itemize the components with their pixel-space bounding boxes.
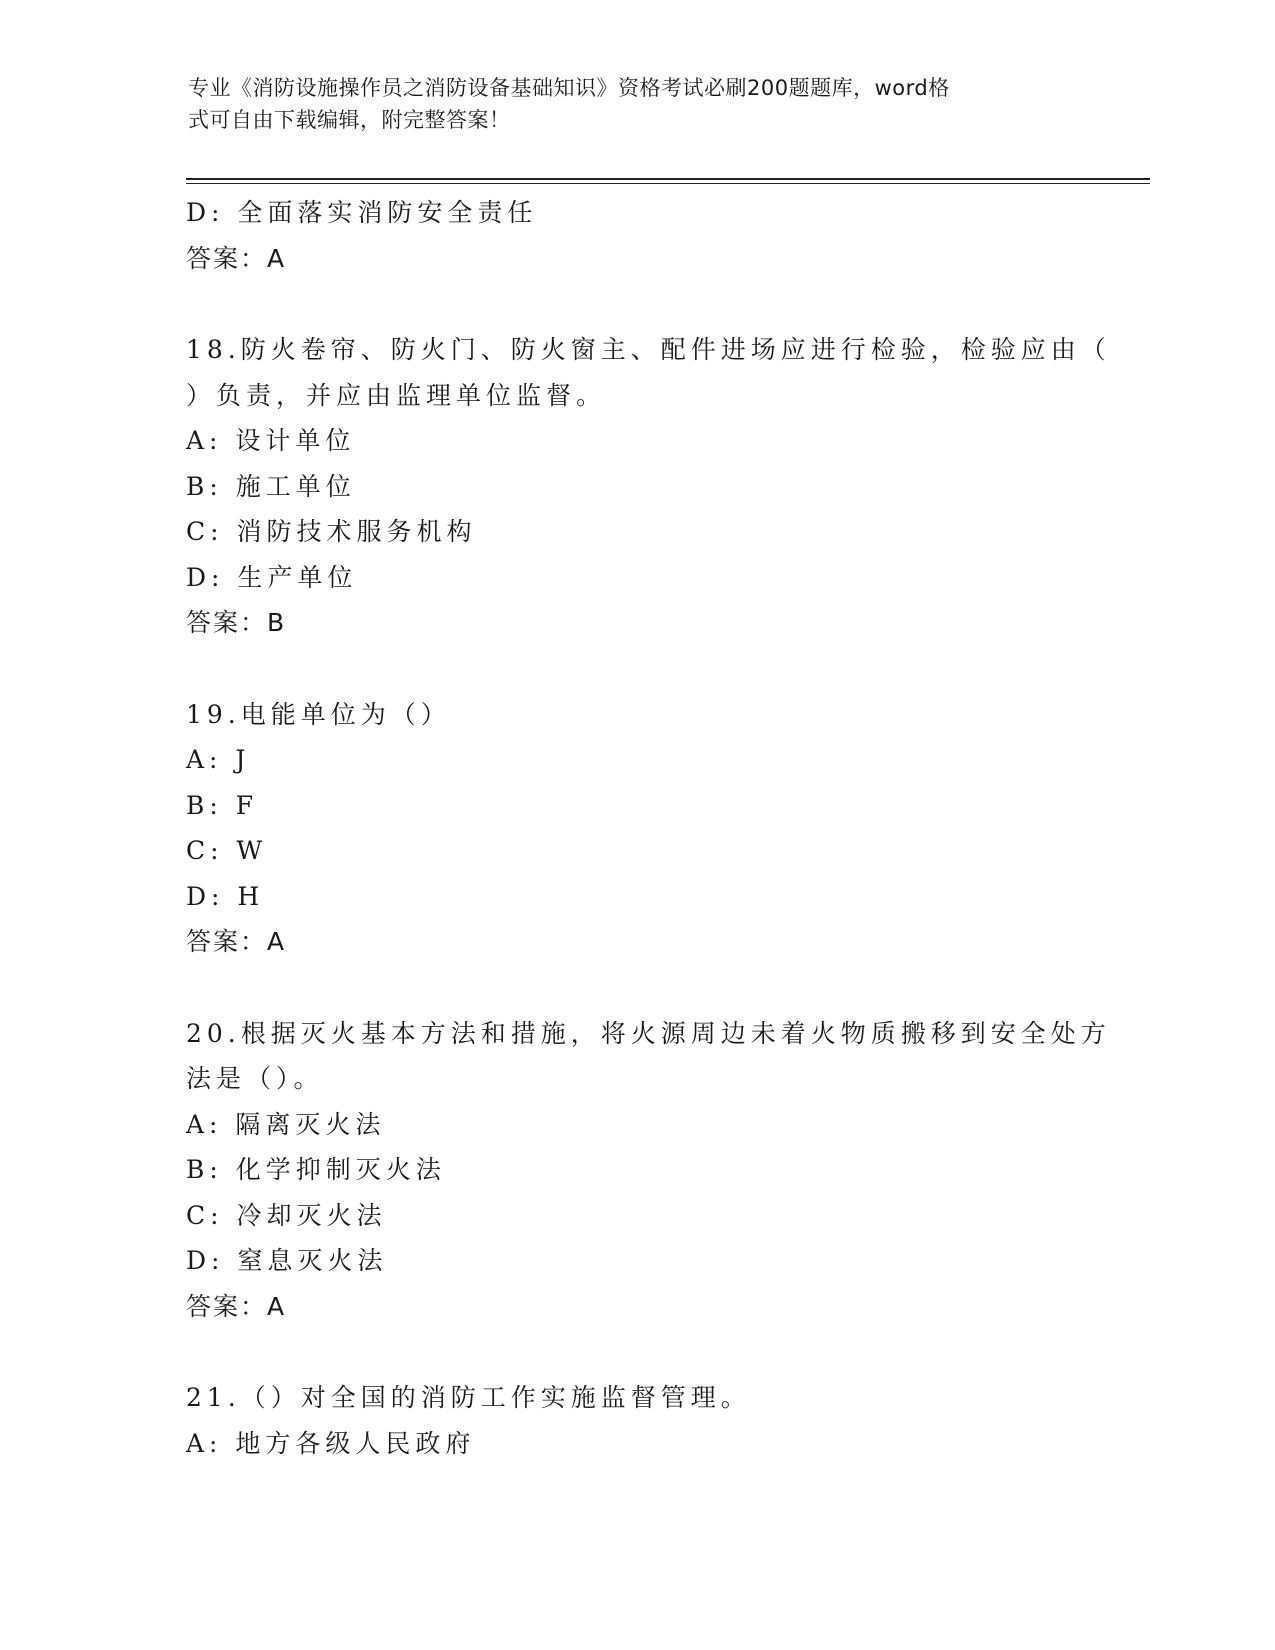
option-a: A: J xyxy=(186,745,251,774)
option-c: C: 消防技术服务机构 xyxy=(186,517,477,546)
question-stem-continued: ）负责，并应由监理单位监督。 xyxy=(186,380,607,410)
answer: 答案：A xyxy=(186,927,287,956)
option-c: C: 冷却灭火法 xyxy=(186,1200,387,1230)
question-20 xyxy=(186,1011,1111,1330)
option-d: D: H xyxy=(186,881,265,911)
question-stem: 18.防火卷帘、防火门、防火窗主、配件进场应进行检验，检验应由（ xyxy=(186,335,1111,364)
option-d: D: 生产单位 xyxy=(186,562,358,592)
question-stem: 21.（）对全国的消防工作实施监督管理。 xyxy=(186,1383,751,1412)
question-stem-continued: 法是（）。 xyxy=(186,1064,324,1093)
header-divider-thick xyxy=(186,178,1150,180)
header-line-2: 式可自由下载编辑，附完整答案！ xyxy=(188,108,511,132)
header-divider-thin xyxy=(186,183,1150,184)
option-d: D: 全面落实消防安全责任 xyxy=(186,198,538,227)
answer: 答案：A xyxy=(186,243,287,273)
answer: 答案：B xyxy=(186,608,287,637)
question-19 xyxy=(186,692,1086,965)
option-b: B: 施工单位 xyxy=(186,471,356,501)
option-d: D: 窒息灭火法 xyxy=(186,1246,388,1275)
document-header xyxy=(188,72,1068,136)
question-stem: 20.根据灭火基本方法和措施，将火源周边未着火物质搬移到安全处方 xyxy=(186,1018,1111,1048)
question-18 xyxy=(186,327,1111,646)
option-b: B: 化学抑制灭火法 xyxy=(186,1155,446,1184)
document-body xyxy=(186,190,1111,1466)
answer: 答案：A xyxy=(186,1291,287,1321)
question-stem: 19.电能单位为（） xyxy=(186,699,451,729)
header-line-1: 专业《消防设施操作员之消防设备基础知识》资格考试必刷200题题库，word格 xyxy=(188,76,950,100)
option-b: B: F xyxy=(186,790,259,820)
option-a: A: 设计单位 xyxy=(186,426,356,455)
option-a: A: 地方各级人民政府 xyxy=(186,1428,476,1458)
option-c: C: W xyxy=(186,836,268,865)
option-a: A: 隔离灭火法 xyxy=(186,1109,386,1139)
question-21 xyxy=(186,1375,1086,1466)
